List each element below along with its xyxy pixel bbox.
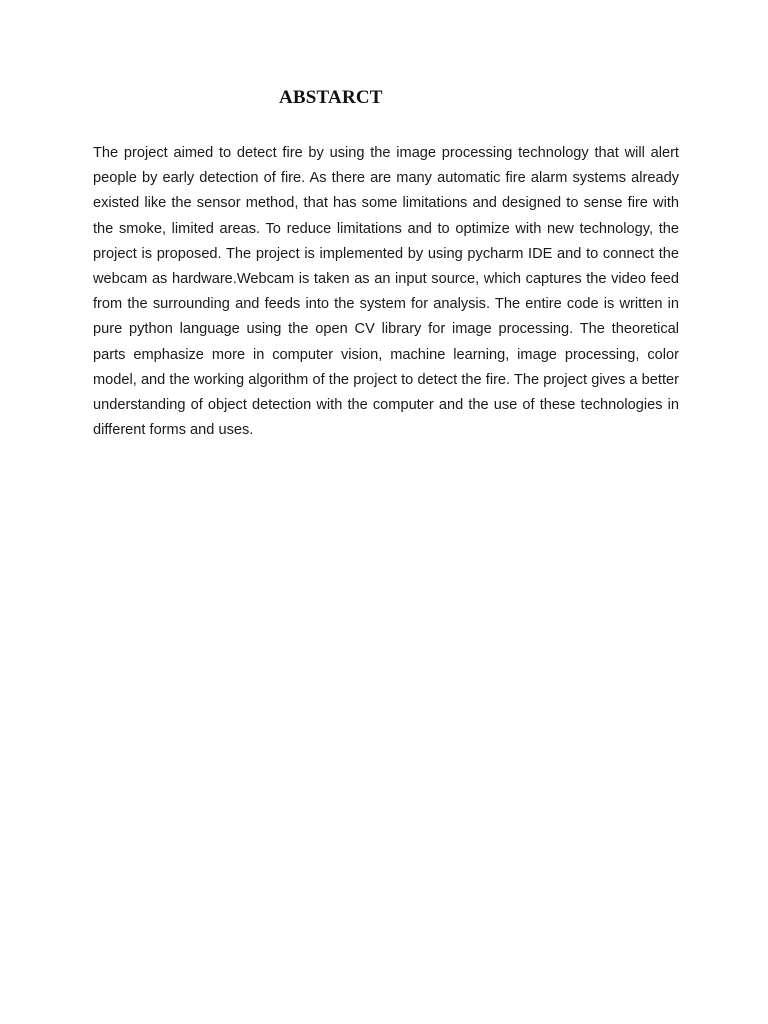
abstract-heading: ABSTARCT: [279, 87, 383, 108]
abstract-paragraph: The project aimed to detect fire by using the image processing technology that will alert people by early detection of fire. As there are many automatic fire alarm systems already existed like the sensor method, that has some limitations and designed to sense fire with the smoke, limited areas. To reduce limitations and to optimize with new technology, the project is proposed. The project is implemented by using pycharm IDE and to connect the webcam as hardware.Webcam is taken as an input source, which captures the video feed from the surrounding and feeds into the system for analysis. The entire code is written in pure python language using the open CV library for image processing. The theoretical parts emphasize more in computer vision, machine learning, image processing, color model, and the working algorithm of the project to detect the fire. The project gives a better understanding of object detection with the computer and the use of these technologies in different forms and uses.: [93, 145, 679, 439]
